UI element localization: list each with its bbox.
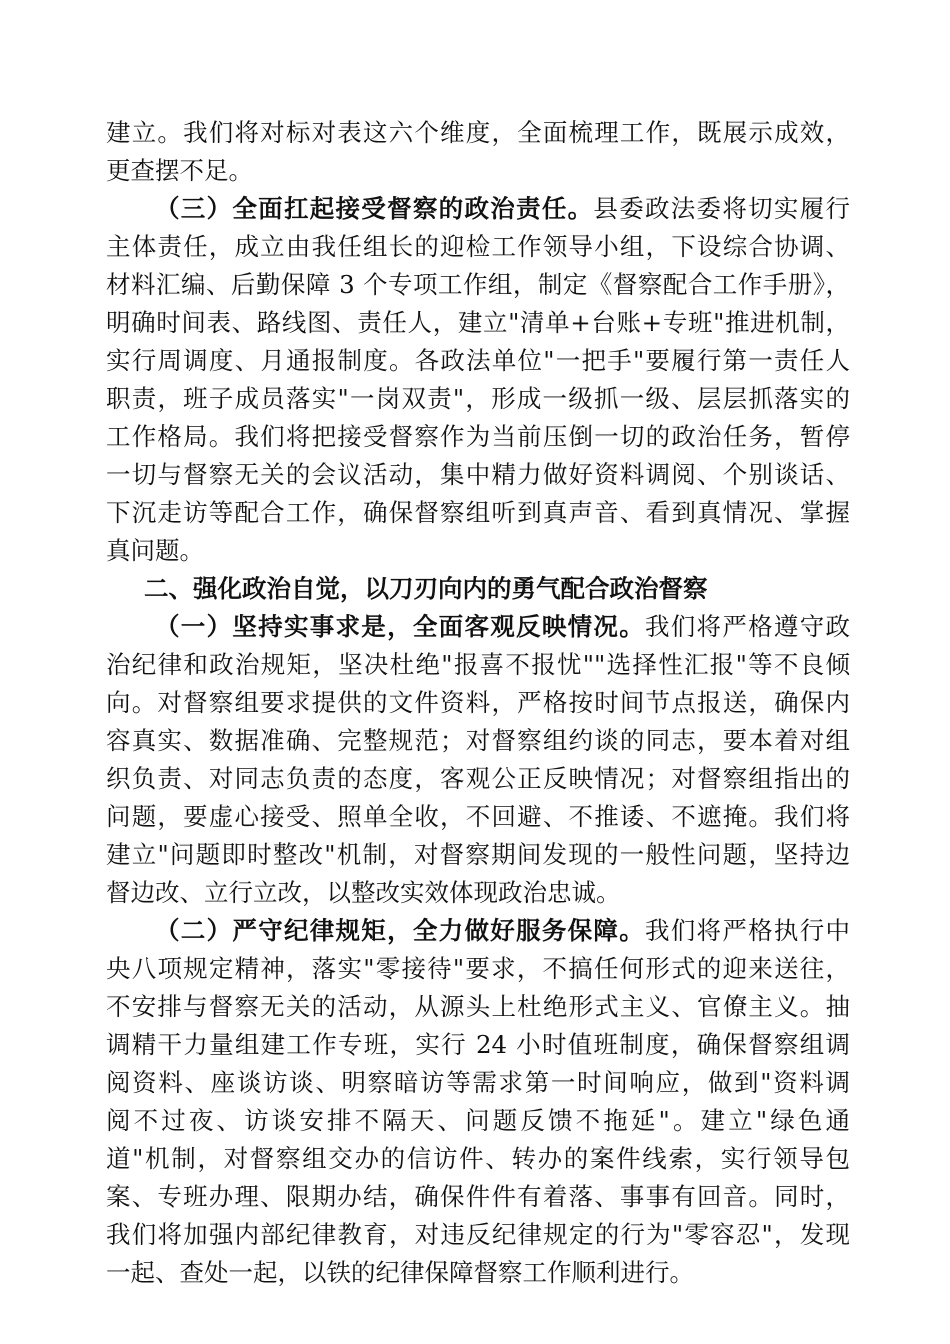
paragraph-heading: （一）坚持实事求是，全面客观反映情况。 (155, 612, 645, 641)
text-fragment: 我们将严格执行中 (644, 916, 851, 945)
text-line: 建立。我们将对标对表这六个维度，全面梳理工作，既展示成效， (106, 118, 850, 147)
paragraph-seek-truth (106, 608, 850, 912)
text-line: 督边改、立行立改，以整改实效体现政治忠诚。 (106, 878, 621, 907)
text-line (106, 912, 850, 950)
text-line: 道"机制，对督察组交办的信访件、转办的案件线索，实行领导包 (106, 1144, 850, 1173)
text-line: 下沉走访等配合工作，确保督察组听到真声音、看到真情况、掌握 (106, 498, 850, 527)
text-line: 一切与督察无关的会议活动，集中精力做好资料调阅、个别谈话、 (106, 460, 850, 489)
text-line: 调精干力量组建工作专班，实行 24 小时值班制度，确保督察组调 (106, 1030, 850, 1059)
document-body (106, 114, 850, 1292)
text-line: 明确时间表、路线图、责任人，建立"清单+台账+专班"推进机制， (106, 308, 850, 337)
paragraph-heading: （二）严守纪律规矩，全力做好服务保障。 (155, 916, 645, 945)
text-line: 材料汇编、后勤保障 3 个专项工作组，制定《督察配合工作手册》， (106, 270, 850, 299)
text-line: 建立"问题即时整改"机制，对督察期间发现的一般性问题，坚持边 (106, 840, 850, 869)
text-line: 更查摆不足。 (106, 156, 253, 185)
text-line: 一起、查处一起，以铁的纪律保障督察工作顺利进行。 (106, 1258, 694, 1287)
text-line: 真问题。 (106, 536, 204, 565)
text-line: 阅资料、座谈访谈、明察暗访等需求第一时间响应，做到"资料调 (106, 1068, 850, 1097)
text-line: 阅不过夜、访谈安排不隔天、问题反馈不拖延"。建立"绿色通 (106, 1106, 850, 1135)
text-line (106, 608, 850, 646)
section-heading: 二、强化政治自觉，以刀刃向内的勇气配合政治督察 (144, 574, 708, 603)
text-line: 案、专班办理、限期办结，确保件件有着落、事事有回音。同时， (106, 1182, 850, 1211)
text-line: 职责，班子成员落实"一岗双责"，形成一级抓一级、层层抓落实的 (106, 384, 850, 413)
text-fragment: 我们将严格遵守政 (644, 612, 851, 641)
text-line: 向。对督察组要求提供的文件资料，严格按时间节点报送，确保内 (106, 688, 850, 717)
text-line: 织负责、对同志负责的态度，客观公正反映情况；对督察组指出的 (106, 764, 850, 793)
text-fragment: 县委政法委将切实履行 (593, 194, 851, 223)
text-line: 容真实、数据准确、完整规范；对督察组约谈的同志，要本着对组 (106, 726, 850, 755)
text-line: 不安排与督察无关的活动，从源头上杜绝形式主义、官僚主义。抽 (106, 992, 850, 1021)
text-line: 主体责任，成立由我任组长的迎检工作领导小组，下设综合协调、 (106, 232, 850, 261)
paragraph-heading: （三）全面扛起接受督察的政治责任。 (155, 194, 594, 223)
text-line: 问题，要虚心接受、照单全收，不回避、不推诿、不遮掩。我们将 (106, 802, 850, 831)
text-line: 我们将加强内部纪律教育，对违反纪律规定的行为"零容忍"，发现 (106, 1220, 850, 1249)
paragraph-discipline-service (106, 912, 850, 1292)
paragraph-political-responsibility (106, 190, 850, 570)
text-line: 治纪律和政治规矩，坚决杜绝"报喜不报忧""选择性汇报"等不良倾 (106, 650, 850, 679)
paragraph-continuation (106, 114, 850, 190)
text-line: 央八项规定精神，落实"零接待"要求，不搞任何形式的迎来送往， (106, 954, 850, 983)
text-line: 实行周调度、月通报制度。各政法单位"一把手"要履行第一责任人 (106, 346, 850, 375)
text-line (106, 190, 850, 228)
text-line: 工作格局。我们将把接受督察作为当前压倒一切的政治任务，暂停 (106, 422, 850, 451)
